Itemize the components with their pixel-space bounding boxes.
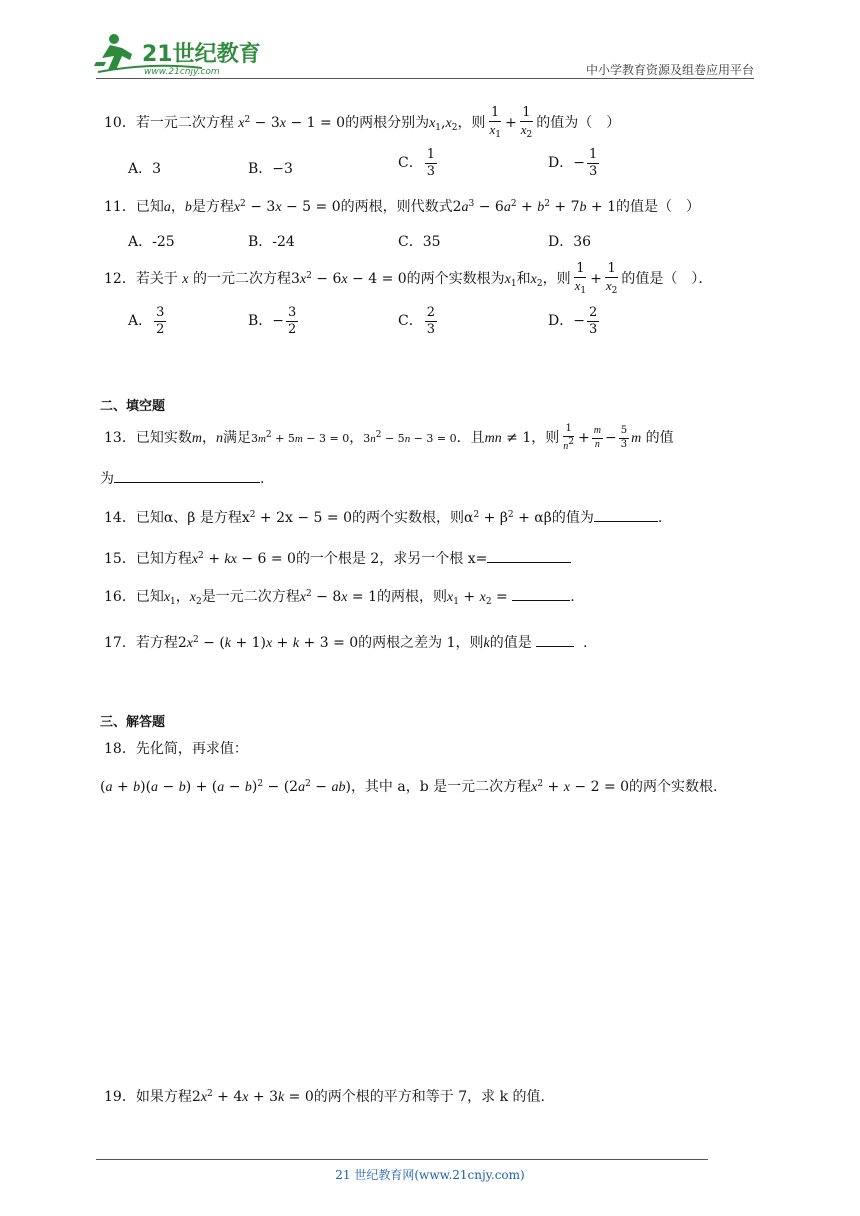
q13-line2: 为 . bbox=[100, 471, 265, 487]
logo-url: www.21cnjy.com bbox=[144, 67, 220, 77]
question-15: 15．已知方程$x^2$ + kx − 6 = 0的一个根是 2，求另一个根 x= bbox=[104, 548, 571, 568]
question-16: 16．已知$x_1$，$x_2$是一元二次方程$x^2 - 8x = 1$的两根，则$x_1 + x_2$ = . bbox=[104, 589, 575, 607]
q12-option-b[interactable]: B．− $\frac{3}{2}$ bbox=[248, 305, 297, 337]
q10-number: 10． bbox=[104, 115, 136, 132]
question-14: 14．已知α、β 是方程$x^2 + 2x - 5 = 0$的两个实数根，则$\alpha^2 + \beta^2 + \alpha\beta$的值为 . bbox=[104, 510, 663, 526]
q10-mid: 的两根分别为 bbox=[345, 115, 430, 132]
q12-option-a[interactable]: A． $\frac{3}{2}$ bbox=[128, 305, 165, 337]
question-19: 19．如果方程$2x^2 + 4x + 3k = 0$的两个根的平方和等于 7，求 k 的值. bbox=[104, 1089, 545, 1105]
header-platform-text: 中小学教育资源及组卷应用平台 bbox=[585, 63, 754, 77]
q12-option-c[interactable]: C． $\frac{2}{3}$ bbox=[398, 305, 435, 337]
q11-equation: $x^2 - 3x - 5 = 0$ bbox=[233, 199, 341, 215]
q10-equation: $x^2 - 3x - 1 = 0$ bbox=[238, 115, 346, 132]
question-18: 18．先化简，再求值： bbox=[104, 741, 248, 757]
question-10: 10．若一元二次方程 $x^2 - 3x - 1 = 0$的两根分别为$x_1,x_2$，则 $\frac{1}{x_1}$ + $\frac{1}{x_2}$ 的值为（ ） bbox=[104, 105, 621, 140]
q10-option-a[interactable]: A．3 bbox=[128, 161, 162, 177]
q11-option-d[interactable]: D．36 bbox=[548, 234, 592, 250]
q14-answer-blank[interactable] bbox=[594, 509, 658, 522]
section-fill-blank: 二、填空题 bbox=[100, 399, 166, 414]
question-11: 11．已知a，b是方程$x^2 - 3x - 5 = 0$的两根，则代数式$2a^3 - 6a^2 + b^2 + 7b + 1$的值是（ ） bbox=[104, 199, 701, 215]
q12-equation: $3x^2 - 6x - 4 = 0$ bbox=[290, 271, 407, 288]
logo-title: 21世纪教育 bbox=[142, 42, 261, 67]
q11-option-c[interactable]: C．35 bbox=[398, 234, 441, 250]
q15-answer-blank[interactable] bbox=[487, 550, 571, 563]
q17-answer-blank[interactable] bbox=[536, 634, 574, 647]
q10-prefix: 若一元二次方程 bbox=[135, 115, 234, 132]
q10-frac-1: $\frac{1}{x_1}$ bbox=[489, 105, 501, 140]
q10-suffix: 的值为（ ） bbox=[536, 115, 621, 132]
footer-divider bbox=[96, 1159, 708, 1160]
q11-option-b[interactable]: B．-24 bbox=[248, 234, 295, 250]
q13-answer-blank[interactable] bbox=[114, 470, 260, 483]
question-13: 13．已知实数m，n满足$3m^2 + 5m - 3 = 0$，$3n^2 - 5n - 3 = 0$．且mn ≠ 1，则 $\frac{1}{n^2}$ + $\frac{m}{n}$ − $\frac{5}{3}$ m 的值 bbox=[104, 423, 674, 452]
q10-option-b[interactable]: B．−3 bbox=[248, 161, 293, 177]
q11-option-a[interactable]: A．-25 bbox=[128, 234, 175, 250]
q11-expression: $2a^3 - 6a^2 + b^2 + 7b + 1$ bbox=[452, 199, 617, 215]
q10-then: ，则 bbox=[457, 115, 486, 132]
question-12: 12．若关于 x 的一元二次方程$3x^2 - 6x - 4 = 0$的两个实数根为$x_1$和$x_2$，则 $\frac{1}{x_1}$ + $\frac{1}{x_2}$ 的值是（ ）． bbox=[104, 261, 713, 296]
section-solve: 三、解答题 bbox=[100, 715, 166, 730]
q10-frac-2: $\frac{1}{x_2}$ bbox=[520, 105, 533, 140]
header-divider bbox=[96, 78, 754, 79]
q10-option-d[interactable]: D．− $\frac{1}{3}$ bbox=[548, 147, 598, 179]
q16-answer-blank[interactable] bbox=[512, 588, 570, 601]
q18-expression-line: $(a + b)(a - b) + (a - b)^2 - (2a^2 - ab)$，其中 a，b 是一元二次方程$x^2 + x - 2 = 0$的两个实数根. bbox=[100, 779, 718, 795]
footer-link[interactable]: 21 世纪教育网(www.21cnjy.com) bbox=[335, 1168, 525, 1182]
site-logo bbox=[92, 28, 262, 80]
q12-option-d[interactable]: D．− $\frac{2}{3}$ bbox=[548, 305, 598, 337]
question-17: 17．若方程$2x^2 - (k + 1)x + k + 3 = 0$的两根之差为 1，则k的值是 ． bbox=[104, 635, 598, 651]
q10-option-c[interactable]: C． $\frac{1}{3}$ bbox=[398, 147, 435, 179]
